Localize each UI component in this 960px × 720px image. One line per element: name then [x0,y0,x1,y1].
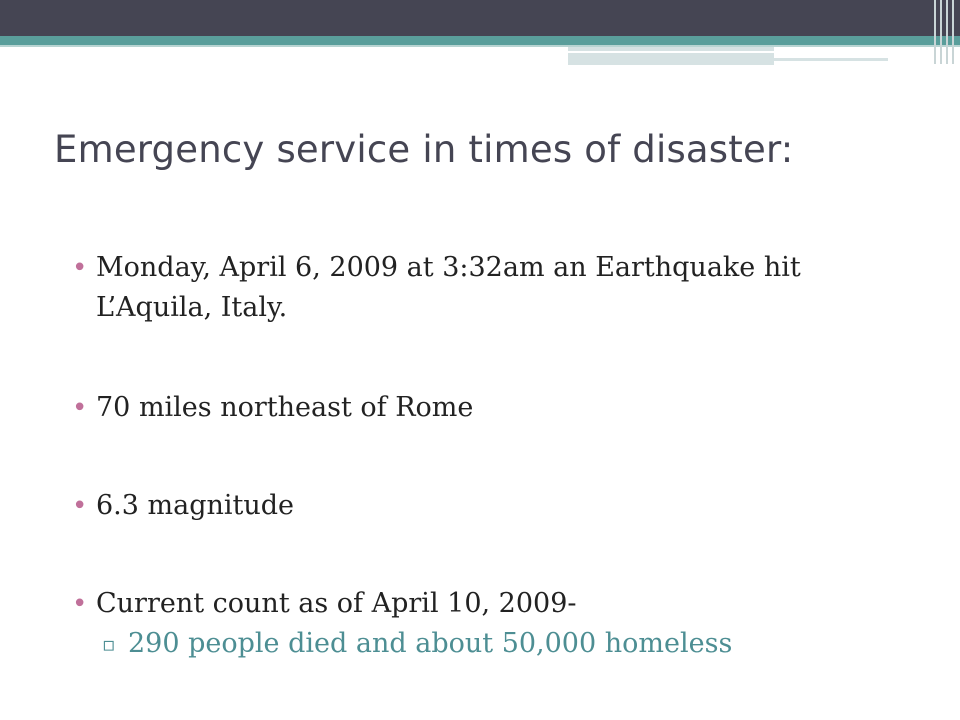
header-divider [0,45,960,47]
bullet-text: Current count as of April 10, 2009- [96,588,577,619]
square-bullet-icon: ▫ [102,632,116,656]
header-bar [0,0,960,36]
bullet-text: Monday, April 6, 2009 at 3:32am an Earthquake hit L’Aquila, Italy. [96,252,801,323]
header-accent-line [568,51,888,53]
bullet-text: 70 miles northeast of Rome [96,392,474,423]
bullet-dot-icon: • [72,491,88,521]
bullet-item [72,388,912,428]
bullet-item [72,486,912,526]
sub-bullet-item [72,624,912,664]
header-accent-box [568,47,774,65]
slide-title: Emergency service in times of disaster: [54,128,794,171]
bullet-item [72,584,912,624]
header-stripe [0,36,960,45]
bullet-dot-icon: • [72,253,88,283]
bullet-dot-icon: • [72,589,88,619]
bullet-text: 6.3 magnitude [96,490,295,521]
bullet-item [72,248,912,328]
corner-decoration [930,0,960,64]
bullet-dot-icon: • [72,393,88,423]
slide-content [72,248,912,664]
sub-bullet-text: 290 people died and about 50,000 homeless [128,628,733,659]
header-accent-line-secondary [774,58,888,61]
